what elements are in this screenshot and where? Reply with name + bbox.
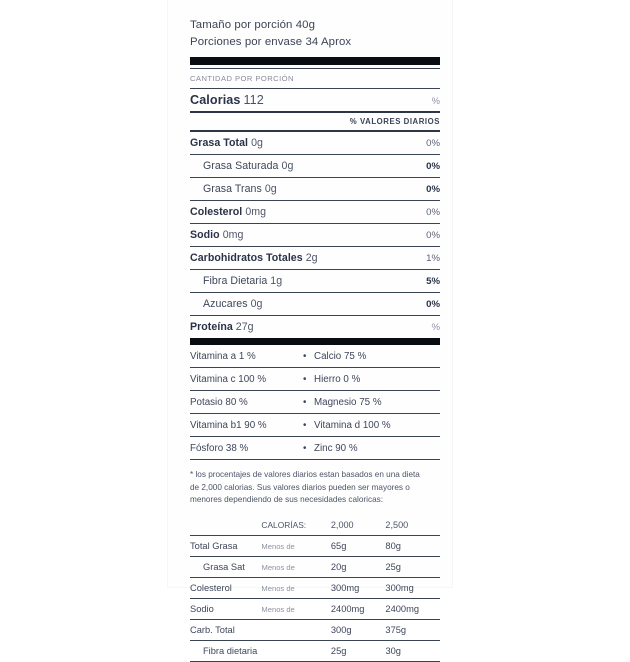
footnote-text: * los procentajes de valores diarios estan basados en una dieta de 2,000 calorias. Sus valores diarios pueden ser mayores o menores dependiendo de sus necesidades caloricas: [190, 470, 420, 505]
bullet-separator-icon: • [303, 373, 307, 385]
reference-table-row [190, 578, 440, 598]
vitamin-row [190, 414, 440, 436]
vitamin-left-entry: Fósforo 38 % [190, 442, 249, 454]
calories-row [190, 89, 440, 111]
nutrient-amount: 0g [264, 183, 277, 195]
nutrient-percent: 0% [426, 299, 440, 310]
reference-value-2000: 2,000 [330, 519, 354, 530]
reference-value-2500: 2400mg [385, 603, 420, 614]
nutrient-name [203, 298, 262, 310]
nutrient-name-text: Grasa Trans [203, 183, 262, 195]
reference-nutrient-name: Total Grasa [190, 540, 238, 551]
nutrient-name-text: Colesterol [190, 206, 243, 218]
nutrient-row [190, 155, 440, 177]
nutrient-amount: 0g [281, 160, 294, 172]
vitamin-row [190, 345, 440, 367]
reference-value-2500: 80g [385, 540, 401, 551]
reference-value-2500: 375g [385, 624, 407, 635]
thick-divider-top [190, 57, 440, 65]
calories-label-text: Calorias [190, 93, 241, 107]
calories-value: 112 [243, 93, 264, 107]
nutrient-name [203, 160, 293, 172]
amount-per-serving-label: CANTIDAD POR PORCIÓN [190, 74, 294, 83]
vitamin-right-entry: Magnesio 75 % [314, 396, 382, 408]
nutrient-name [190, 206, 266, 218]
reference-table-row [190, 641, 440, 661]
nutrient-name [203, 275, 282, 287]
vitamin-right-entry: Zinc 90 % [314, 442, 358, 454]
vitamin-right-entry: Calcio 75 % [314, 350, 367, 362]
calories-percent: % [431, 95, 440, 106]
nutrient-list [190, 132, 440, 316]
nutrient-row [190, 293, 440, 315]
reference-qualifier: Menos de [261, 562, 295, 572]
vitamin-mineral-list [190, 345, 440, 460]
protein-percent: % [431, 322, 440, 333]
nutrient-amount: 0g [251, 137, 263, 149]
vitamin-left-entry: Vitamina a 1 % [190, 350, 256, 362]
nutrient-row [190, 224, 440, 246]
nutrient-percent: 1% [426, 253, 440, 264]
bullet-separator-icon: • [303, 396, 307, 408]
reference-nutrient-name: Grasa Sat [203, 561, 245, 572]
vitamin-left-entry: Vitamina b1 90 % [190, 419, 267, 431]
reference-qualifier: Menos de [261, 541, 295, 551]
servings-per-container-text: Porciones por envase 34 Aprox [190, 36, 352, 48]
serving-information [190, 0, 440, 57]
reference-value-2500: 300mg [385, 582, 414, 593]
vitamin-left-entry: Potasio 80 % [190, 396, 248, 408]
bullet-separator-icon: • [303, 350, 307, 362]
protein-name: Proteína [190, 321, 233, 333]
nutrient-amount: 0mg [222, 229, 244, 241]
reference-nutrient-name: Carb. Total [190, 624, 235, 635]
vitamin-row [190, 437, 440, 459]
reference-qualifier: Menos de [261, 583, 295, 593]
reference-value-2500: 2,500 [385, 519, 409, 530]
nutrient-row [190, 201, 440, 223]
nutrition-facts-panel [168, 0, 452, 656]
reference-table-row [190, 620, 440, 640]
daily-value-reference-table [190, 515, 440, 662]
reference-nutrient-name: Colesterol [190, 582, 232, 593]
reference-value-2000: 25g [330, 645, 347, 656]
reference-qualifier: Menos de [261, 604, 295, 614]
nutrient-name [190, 252, 318, 264]
reference-table-row [190, 599, 440, 619]
nutrient-name-text: Carbohidratos Totales [190, 252, 303, 264]
nutrient-name [190, 229, 243, 241]
serving-size-text: Tamaño por porción 40g [190, 19, 316, 31]
reference-nutrient-name: Sodio [190, 603, 214, 614]
reference-table-header-row [190, 515, 440, 535]
nutrient-name-text: Grasa Total [190, 137, 249, 149]
nutrient-name-text: Grasa Saturada [203, 160, 279, 172]
protein-label [190, 321, 254, 333]
nutrient-name-text: Sodio [190, 229, 220, 241]
reference-value-2500: 30g [385, 645, 401, 656]
reference-table-row [190, 536, 440, 556]
calories-label [190, 93, 264, 107]
vitamin-left-entry: Vitamina c 100 % [190, 373, 267, 385]
bullet-separator-icon: • [303, 419, 307, 431]
reference-nutrient-name: Fibra dietaria [203, 645, 258, 656]
nutrient-percent: 0% [426, 230, 440, 241]
daily-values-header: % VALORES DIARIOS [349, 117, 440, 126]
reference-value-2000: 300g [330, 624, 352, 635]
thick-divider-below-protein [190, 338, 440, 345]
nutrient-amount: 0g [250, 298, 263, 310]
nutrient-name [203, 183, 277, 195]
nutrient-percent: 0% [426, 207, 440, 218]
vitamin-row [190, 368, 440, 390]
reference-value-2500: 25g [385, 561, 401, 572]
nutrient-row [190, 178, 440, 200]
nutrient-row [190, 270, 440, 292]
nutrient-name-text: Fibra Dietaria [203, 275, 268, 287]
nutrient-percent: 0% [426, 161, 440, 172]
bullet-separator-icon: • [303, 442, 307, 454]
vitamin-row [190, 391, 440, 413]
vitamin-right-entry: Hierro 0 % [314, 373, 361, 385]
protein-row [190, 316, 440, 338]
protein-amount: 27g [235, 321, 254, 333]
reference-value-2000: 20g [330, 561, 347, 572]
nutrition-facts-content [190, 0, 440, 662]
nutrient-name [190, 137, 263, 149]
reference-value-2000: 2400mg [330, 603, 365, 614]
nutrient-amount: 1g [270, 275, 283, 287]
nutrient-name-text: Azucares [203, 298, 248, 310]
reference-table-row [190, 557, 440, 577]
reference-qualifier: CALORÍAS: [261, 519, 307, 530]
nutrient-percent: 0% [426, 184, 440, 195]
reference-value-2000: 300mg [330, 582, 360, 593]
nutrient-percent: 5% [426, 276, 440, 287]
nutrient-amount: 0mg [245, 206, 267, 218]
nutrient-percent: 0% [426, 138, 440, 149]
nutrient-row [190, 132, 440, 154]
nutrient-row [190, 247, 440, 269]
nutrient-amount: 2g [305, 252, 318, 264]
vitamin-right-entry: Vitamina d 100 % [314, 419, 391, 431]
reference-value-2000: 65g [330, 540, 347, 551]
